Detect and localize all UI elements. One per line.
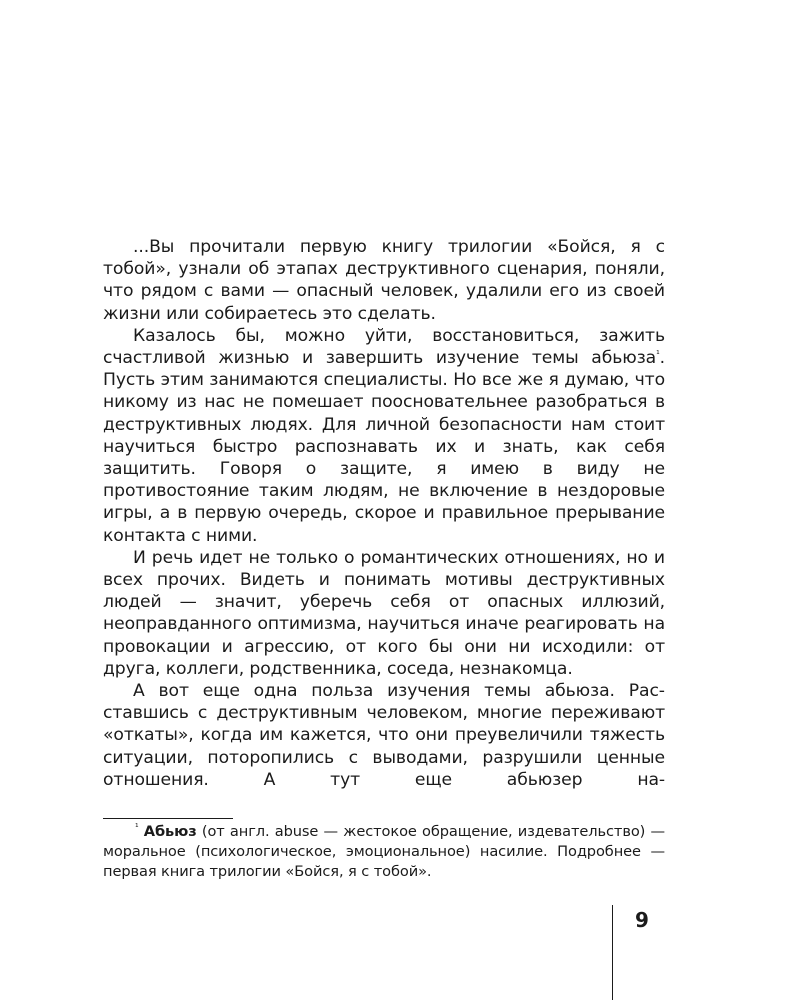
page-number: 9 (635, 908, 649, 932)
paragraph-2 (103, 325, 665, 547)
paragraph-3-text: И речь идет не только о романтических отношениях, но и всех прочих. Видеть и понимать мотивы деструктивных людей — значит, уберечь себя от опасных иллюзий, неоправданного оптимизма, научиться иначе реагировать на провокации и агрессию, от кого бы они ни исходили: от друга, коллеги, родственника, соседа, незнакомца. (103, 547, 665, 679)
footnote-reference: ¹ (656, 350, 660, 361)
page-number-divider (612, 905, 613, 1000)
footnote-text: (от англ. abuse — жестокое обращение, издевательство) — моральное (психологическое, эмоциональное) насилие. Подробнее — первая книга трилогии «Бойся, я с тобой». (103, 823, 665, 880)
footnote-marker: ¹ (135, 823, 139, 833)
paragraph-3 (103, 547, 665, 680)
paragraph-4-text: А вот еще одна польза изучения темы абьюза. Расставшись с деструктивным человеком, многие переживают «откаты», когда им кажется, что они преувеличили тяжесть ситуации, поторопились с выводами, разрушили ценные отношения. А тут еще абьюзер на- (103, 681, 665, 790)
paragraph-1 (103, 236, 665, 325)
paragraph-2-text-end: . Пусть этим занимаются специалисты. Но все же я думаю, что никому из нас не помешает поосновательнее разобраться в деструктивных людях. Для личной безопасности нам стоит научиться быстро распознавать их и знать, как себя защитить. Говоря о защите, я имею в виду не противостояние таким людям, не включение в нездоровые игры, а в первую очередь, скорое и правильное прерывание контакта с ними. (103, 348, 665, 546)
paragraph-1-text: ...Вы прочитали первую книгу трилогии «Бойся, я с тобой», узнали об этапах деструктивного сценария, поняли, что рядом с вами — опасный человек, удалили его из своей жизни или собираетесь это сделать. (103, 237, 665, 324)
footnote-divider (103, 818, 233, 819)
paragraph-2-text-start: Казалось бы, можно уйти, восстановиться, зажить счастливой жизнью и завершить изучение темы абьюза (103, 325, 665, 369)
footnote-term: Абьюз (143, 823, 197, 840)
paragraph-4 (103, 680, 665, 791)
footnote (103, 822, 665, 882)
footnote-paragraph (103, 822, 665, 882)
main-text (103, 236, 665, 791)
